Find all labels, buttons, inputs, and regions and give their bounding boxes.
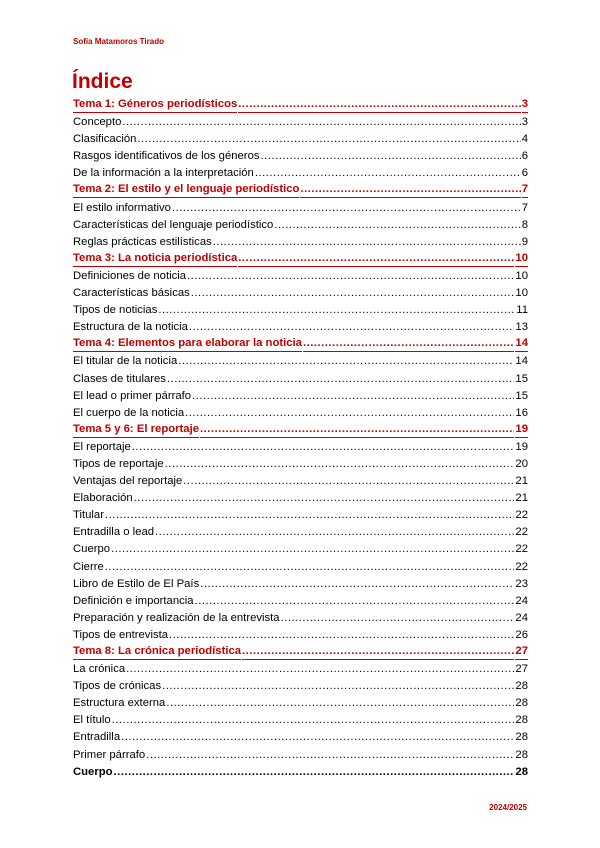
toc-leader-dots xyxy=(155,524,514,541)
toc-leader-dots xyxy=(105,507,514,524)
toc-entry-label: De la información a la interpretación xyxy=(73,167,254,180)
toc-leader-dots xyxy=(185,405,514,422)
toc-entry-link[interactable] xyxy=(73,302,528,319)
toc-page-number: 19 xyxy=(515,440,528,453)
toc-entry-label: El lead o primer párrafo xyxy=(73,389,192,402)
toc-entry-label: La crónica xyxy=(73,663,126,676)
toc-page-number: 27 xyxy=(515,663,528,676)
toc-leader-dots xyxy=(137,131,520,148)
toc-page-number: 6 xyxy=(521,167,528,180)
toc-page-number: 11 xyxy=(516,304,528,317)
toc-page-number: 26 xyxy=(515,628,528,641)
toc-entry-link[interactable] xyxy=(73,524,528,541)
toc-leader-dots xyxy=(242,644,514,660)
toc-entry-link[interactable] xyxy=(73,473,528,490)
toc-entry-link[interactable] xyxy=(73,405,528,422)
toc-title: Índice xyxy=(72,70,133,93)
toc-leader-dots xyxy=(166,695,514,712)
toc-page-number: 3 xyxy=(522,97,528,113)
toc-leader-dots xyxy=(167,371,514,388)
toc-page-number: 3 xyxy=(521,116,528,129)
toc-leader-dots xyxy=(261,148,521,165)
toc-entry-link[interactable] xyxy=(73,114,528,131)
toc-page-number: 24 xyxy=(515,594,528,607)
toc-page-number: 20 xyxy=(515,457,528,470)
toc-entry-label: Clasificación xyxy=(73,133,137,146)
toc-leader-dots xyxy=(158,302,515,319)
toc-leader-dots xyxy=(192,388,514,405)
toc-entry-label: Primer párrafo xyxy=(73,748,146,761)
toc-page-number: 28 xyxy=(515,748,528,761)
toc-leader-dots xyxy=(122,114,520,131)
toc-entry-label: El reportaje xyxy=(73,440,131,453)
toc-page-number: 28 xyxy=(515,697,528,710)
header-author: Sofía Matamoros Tirado xyxy=(73,37,164,46)
toc-entry-label: Características del lenguaje periodístico xyxy=(73,218,274,231)
toc-page-number: 14 xyxy=(515,336,528,352)
toc-page-number: 7 xyxy=(522,182,528,198)
toc-entry-label: Entradilla xyxy=(73,731,121,744)
toc-leader-dots xyxy=(187,268,514,285)
toc-entry-label: Concepto xyxy=(73,116,122,129)
toc-entry-link[interactable] xyxy=(73,131,528,148)
toc-entry-label: Tema 3: La noticia periodística xyxy=(73,251,237,267)
toc-leader-dots xyxy=(169,627,514,644)
toc-entry-label: Tema 2: El estilo y el lenguaje periodístico xyxy=(73,182,299,198)
toc-page-number: 10 xyxy=(515,251,528,267)
toc-leader-dots xyxy=(200,422,514,438)
toc-leader-dots xyxy=(238,251,514,267)
toc-entry-label: Tipos de reportaje xyxy=(73,457,164,470)
toc-leader-dots xyxy=(134,490,515,507)
toc-entry-link[interactable] xyxy=(73,234,528,251)
toc-page-number: 23 xyxy=(515,577,528,590)
toc-page-number: 22 xyxy=(515,526,528,539)
toc-entry-label: Entradilla o lead xyxy=(73,526,155,539)
toc-chapter-link[interactable] xyxy=(73,251,528,268)
toc-entry-label: Tema 4: Elementos para elaborar la noticia xyxy=(73,336,302,352)
toc-entry-link[interactable] xyxy=(73,165,528,182)
toc-entry-link[interactable] xyxy=(73,268,528,285)
toc-page-number: 7 xyxy=(521,201,528,214)
toc-leader-dots xyxy=(303,336,514,352)
toc-entry-link[interactable] xyxy=(73,148,528,165)
table-of-contents xyxy=(73,97,528,781)
toc-chapter-link[interactable] xyxy=(73,182,528,199)
toc-entry-label: Definición e importancia xyxy=(73,594,194,607)
toc-leader-dots xyxy=(238,97,520,113)
toc-entry-label: Tema 8: La crónica periodística xyxy=(73,644,241,660)
toc-entry-label: Ventajas del reportaje xyxy=(73,475,183,488)
toc-page-number: 27 xyxy=(515,644,528,660)
toc-entry-label: Estructura de la noticia xyxy=(73,321,188,334)
toc-entry-label: Tema 1: Géneros periodísticos xyxy=(73,97,237,113)
toc-entry-link[interactable] xyxy=(73,353,528,370)
toc-page-number: 6 xyxy=(521,150,528,163)
toc-page-number: 28 xyxy=(515,765,528,778)
toc-page-number: 16 xyxy=(515,406,528,419)
toc-page-number: 10 xyxy=(515,269,528,282)
toc-entry-label: Elaboración xyxy=(73,492,133,505)
toc-leader-dots xyxy=(172,200,521,217)
toc-leader-dots xyxy=(112,712,515,729)
toc-page-number: 22 xyxy=(515,543,528,556)
toc-entry-label: Definiciones de noticia xyxy=(73,269,187,282)
toc-entry-link[interactable] xyxy=(73,217,528,234)
toc-leader-dots xyxy=(300,182,520,198)
toc-chapter-link[interactable] xyxy=(73,422,528,439)
toc-entry-link[interactable] xyxy=(73,627,528,644)
toc-leader-dots xyxy=(195,593,515,610)
toc-entry-link[interactable] xyxy=(73,678,528,695)
toc-leader-dots xyxy=(178,353,514,370)
toc-entry-label: Tipos de entrevista xyxy=(73,628,169,641)
toc-leader-dots xyxy=(165,456,515,473)
toc-entry-link[interactable] xyxy=(73,712,528,729)
toc-page-number: 9 xyxy=(521,235,528,248)
toc-entry-link[interactable] xyxy=(73,456,528,473)
toc-leader-dots xyxy=(146,747,514,764)
toc-page-number: 14 xyxy=(515,355,528,368)
toc-entry-label: Preparación y realización de la entrevista xyxy=(73,611,280,624)
toc-entry-link[interactable] xyxy=(73,388,528,405)
toc-page-number: 21 xyxy=(515,475,528,488)
toc-leader-dots xyxy=(126,661,514,678)
toc-page-number: 15 xyxy=(515,389,528,402)
footer-year: 2024/2025 xyxy=(489,803,527,812)
toc-leader-dots xyxy=(255,165,521,182)
toc-entry-label: Reglas prácticas estilísticas xyxy=(73,235,212,248)
toc-entry-label: Tema 5 y 6: El reportaje xyxy=(73,422,199,438)
toc-leader-dots xyxy=(114,764,515,781)
toc-entry-label: El titular de la noticia xyxy=(73,355,178,368)
toc-entry-label: Cuerpo xyxy=(73,765,113,778)
toc-page-number: 15 xyxy=(515,372,528,385)
toc-entry-link[interactable] xyxy=(73,200,528,217)
toc-page-number: 28 xyxy=(515,731,528,744)
toc-entry-label: Estructura externa xyxy=(73,697,166,710)
toc-entry-label: Titular xyxy=(73,509,104,522)
toc-page-number: 19 xyxy=(515,422,528,438)
toc-page-number: 28 xyxy=(515,680,528,693)
toc-entry-label: Cuerpo xyxy=(73,543,111,556)
toc-entry-link[interactable] xyxy=(73,507,528,524)
toc-entry-label: El cuerpo de la noticia xyxy=(73,406,185,419)
toc-leader-dots xyxy=(183,473,514,490)
toc-entry-link[interactable] xyxy=(73,490,528,507)
toc-entry-label: Rasgos identificativos de los géneros xyxy=(73,150,260,163)
toc-leader-dots xyxy=(105,559,515,576)
toc-page-number: 22 xyxy=(515,509,528,522)
toc-leader-dots xyxy=(213,234,521,251)
toc-entry-link[interactable] xyxy=(73,747,528,764)
toc-leader-dots xyxy=(132,439,515,456)
toc-entry-link[interactable] xyxy=(73,695,528,712)
toc-entry-label: Cierre xyxy=(73,560,104,573)
toc-entry-link[interactable] xyxy=(73,439,528,456)
toc-entry-label: Libro de Estilo de El País xyxy=(73,577,200,590)
toc-page-number: 13 xyxy=(515,321,528,334)
toc-entry-link[interactable] xyxy=(73,319,528,336)
toc-entry-label: Tipos de noticias xyxy=(73,304,158,317)
toc-page-number: 24 xyxy=(515,611,528,624)
toc-leader-dots xyxy=(111,541,514,558)
toc-entry-link[interactable] xyxy=(73,661,528,678)
toc-entry-label: El título xyxy=(73,714,111,727)
toc-entry-link[interactable] xyxy=(73,610,528,627)
toc-entry-label: El estilo informativo xyxy=(73,201,171,214)
toc-entry-link[interactable] xyxy=(73,764,528,781)
toc-page-number: 10 xyxy=(515,287,528,300)
toc-leader-dots xyxy=(274,217,520,234)
toc-entry-link[interactable] xyxy=(73,541,528,558)
toc-page-number: 28 xyxy=(515,714,528,727)
toc-leader-dots xyxy=(281,610,515,627)
toc-entry-label: Tipos de crónicas xyxy=(73,680,162,693)
toc-entry-link[interactable] xyxy=(73,593,528,610)
toc-chapter-link[interactable] xyxy=(73,97,528,114)
toc-chapter-link[interactable] xyxy=(73,336,528,353)
toc-entry-link[interactable] xyxy=(73,371,528,388)
toc-leader-dots xyxy=(121,729,514,746)
toc-leader-dots xyxy=(191,285,515,302)
toc-page-number: 8 xyxy=(521,218,528,231)
toc-entry-link[interactable] xyxy=(73,559,528,576)
toc-page-number: 21 xyxy=(515,492,528,505)
toc-chapter-link[interactable] xyxy=(73,644,528,661)
toc-leader-dots xyxy=(189,319,515,336)
toc-entry-link[interactable] xyxy=(73,285,528,302)
toc-entry-link[interactable] xyxy=(73,576,528,593)
toc-entry-label: Clases de titulares xyxy=(73,372,166,385)
toc-page-number: 22 xyxy=(515,560,528,573)
toc-entry-link[interactable] xyxy=(73,729,528,746)
toc-leader-dots xyxy=(200,576,514,593)
toc-leader-dots xyxy=(162,678,514,695)
toc-page-number: 4 xyxy=(521,133,528,146)
toc-entry-label: Características básicas xyxy=(73,287,190,300)
